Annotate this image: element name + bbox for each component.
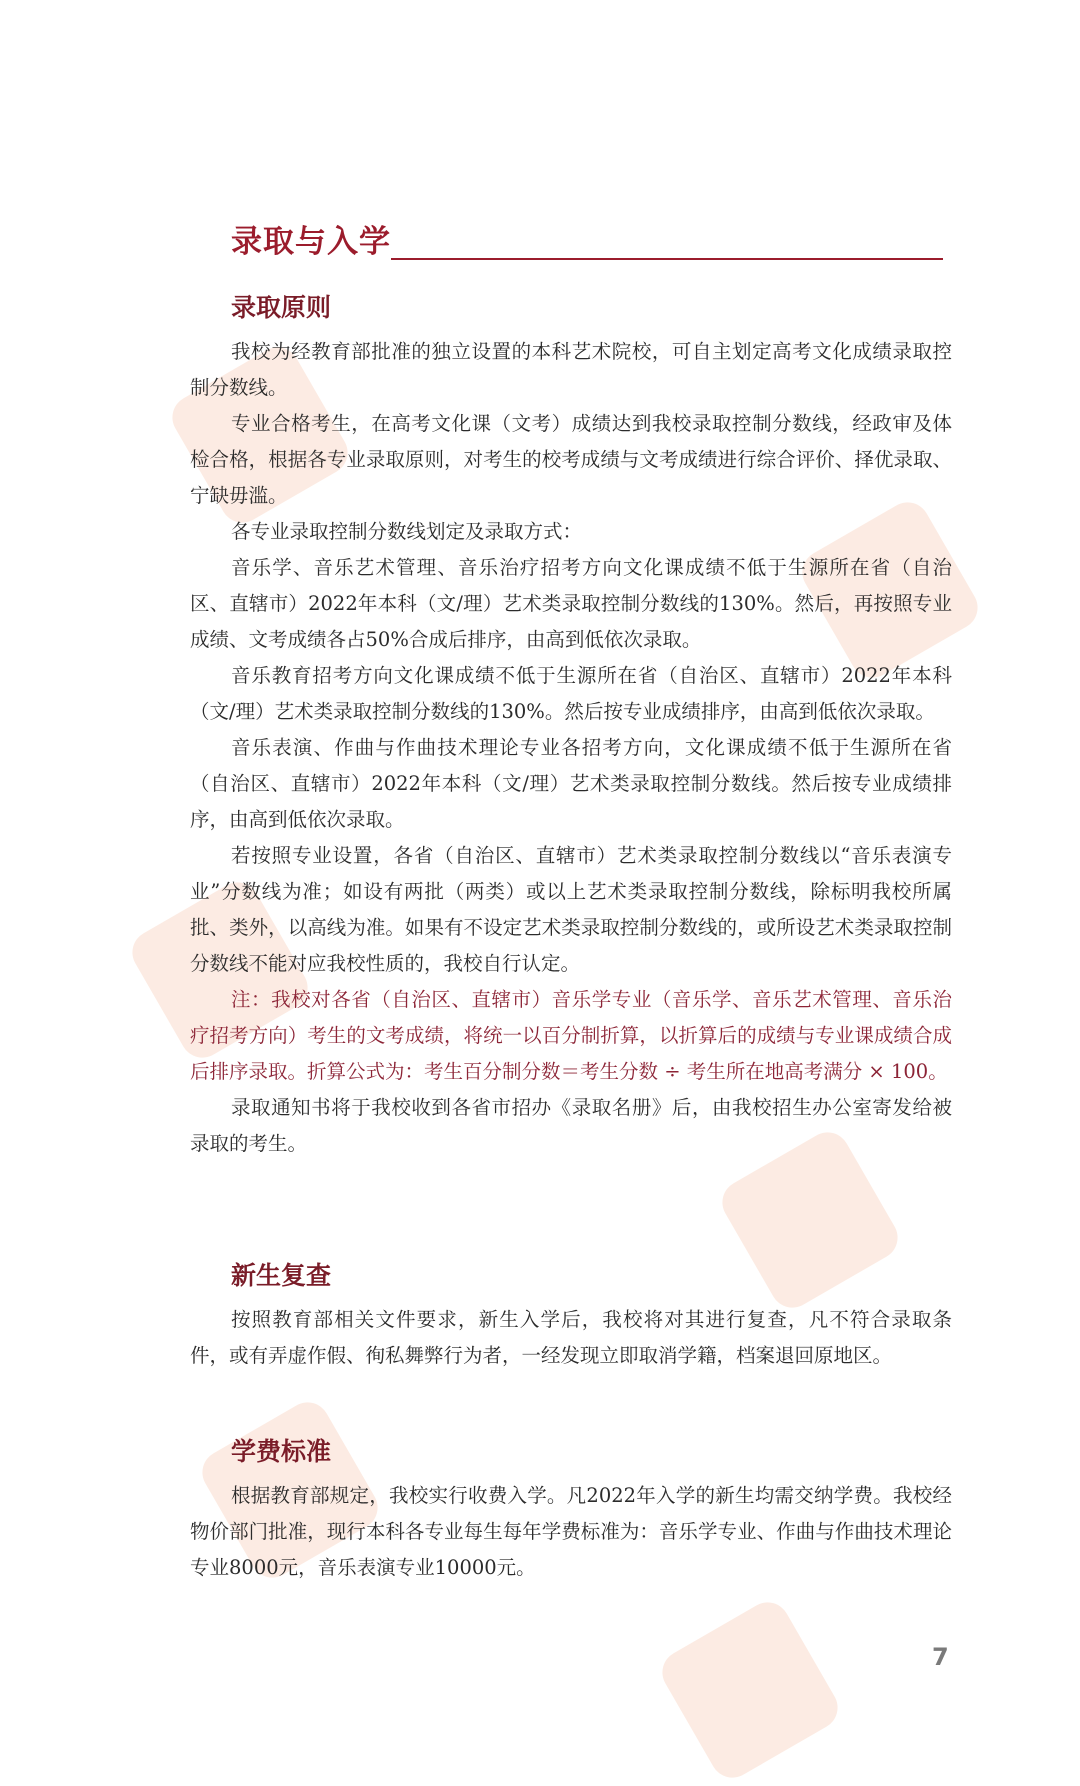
section-title: 录取原则 xyxy=(231,293,332,322)
section-admission-principles xyxy=(190,288,952,1162)
paragraph: 音乐表演、作曲与作曲技术理论专业各招考方向，文化课成绩不低于生源所在省（自治区、直辖市）2022年本科（文/理）艺术类录取控制分数线。然后按专业成绩排序，由高到低依次录取。 xyxy=(190,736,952,831)
section-title: 学费标准 xyxy=(231,1437,332,1466)
watermark-seal-icon xyxy=(680,1620,820,1760)
note-paragraph: 注：我校对各省（自治区、直辖市）音乐学专业（音乐学、音乐艺术管理、音乐治疗招考方向）考生的文考成绩，将统一以百分制折算，以折算后的成绩与专业课成绩合成后排序录取。折算公式为：考生百分制分数＝考生分数 ÷ 考生所在地高考满分 × 100。 xyxy=(190,988,952,1083)
chapter-header xyxy=(231,216,943,268)
chapter-title: 录取与入学 xyxy=(231,224,391,260)
paragraph: 根据教育部规定，我校实行收费入学。凡2022年入学的新生均需交纳学费。我校经物价部门批准，现行本科各专业每生每年学费标准为：音乐学专业、作曲与作曲技术理论专业8000元，音乐表演专业10000元。 xyxy=(190,1484,952,1579)
paragraph: 音乐学、音乐艺术管理、音乐治疗招考方向文化课成绩不低于生源所在省（自治区、直辖市）2022年本科（文/理）艺术类录取控制分数线的130%。然后，再按照专业成绩、文考成绩各占50%合成后排序，由高到低依次录取。 xyxy=(190,556,952,651)
section-freshman-review xyxy=(190,1256,952,1374)
paragraph: 我校为经教育部批准的独立设置的本科艺术院校，可自主划定高考文化成绩录取控制分数线。 xyxy=(190,340,952,399)
paragraph: 专业合格考生，在高考文化课（文考）成绩达到我校录取控制分数线，经政审及体检合格，根据各专业录取原则，对考生的校考成绩与文考成绩进行综合评价、择优录取、宁缺毋滥。 xyxy=(190,412,952,507)
paragraph: 录取通知书将于我校收到各省市招办《录取名册》后，由我校招生办公室寄发给被录取的考生。 xyxy=(190,1096,952,1155)
section-title: 新生复查 xyxy=(231,1261,332,1290)
paragraph: 各专业录取控制分数线划定及录取方式： xyxy=(231,520,583,543)
page-number: 7 xyxy=(932,1643,949,1671)
section-tuition xyxy=(190,1432,952,1586)
chapter-rule xyxy=(391,258,943,260)
paragraph: 按照教育部相关文件要求，新生入学后，我校将对其进行复查，凡不符合录取条件，或有弄虚作假、徇私舞弊行为者，一经发现立即取消学籍，档案退回原地区。 xyxy=(190,1308,952,1367)
paragraph: 若按照专业设置，各省（自治区、直辖市）艺术类录取控制分数线以“音乐表演专业”分数线为准；如设有两批（两类）或以上艺术类录取控制分数线，除标明我校所属批、类外，以高线为准。如果有不设定艺术类录取控制分数线的，或所设艺术类录取控制分数线不能对应我校性质的，我校自行认定。 xyxy=(190,844,952,975)
paragraph: 音乐教育招考方向文化课成绩不低于生源所在省（自治区、直辖市）2022年本科（文/理）艺术类录取控制分数线的130%。然后按专业成绩排序，由高到低依次录取。 xyxy=(190,664,952,723)
